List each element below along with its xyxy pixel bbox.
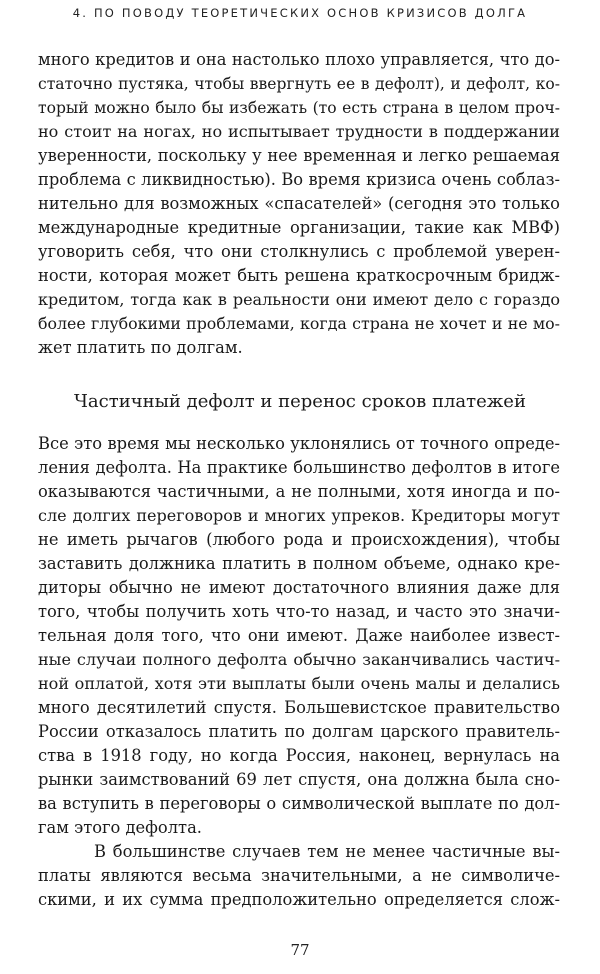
body-text-line: кредитом, тогда как в реальности они имеют дело с гораздо: [38, 290, 560, 309]
body-text-line: торый можно было бы избежать (то есть страна в целом проч-: [38, 99, 560, 117]
body-text-line: ной оплатой, хотя эти выплаты были очень малы и делались: [38, 674, 560, 693]
body-text-line: ности, которая может быть решена краткосрочным бридж-: [38, 266, 560, 285]
body-text-line: платы являются весьма значительными, а не символиче-: [38, 866, 560, 885]
body-text-line: много кредитов и она настолько плохо управляется, что до-: [38, 50, 560, 69]
body-text-line: статочно пустяка, чтобы ввергнуть ее в дефолт), и дефолт, ко-: [38, 75, 560, 93]
body-text-line: скими, и их сумма предположительно определяется слож-: [38, 890, 560, 909]
body-text-line: уговорить себя, что они столкнулись с проблемой уверен-: [38, 242, 560, 261]
body-text-line: диторы обычно не имеют достаточного влияния даже для: [38, 578, 560, 597]
body-text-line: много десятилетий спустя. Большевистское правительство: [38, 698, 560, 717]
body-text-line: Все это время мы несколько уклонялись от точного опреде-: [38, 434, 560, 453]
page-number: 77: [290, 941, 310, 959]
body-text-line: но стоит на ногах, но испытывает трудности в поддержании: [38, 122, 560, 141]
running-head: 4. ПО ПОВОДУ ТЕОРЕТИЧЕСКИХ ОСНОВ КРИЗИСОВ ДОЛГА: [72, 6, 528, 20]
body-text-line: ва вступить в переговоры о символической выплате по дол-: [38, 794, 560, 813]
body-text-line: не иметь рычагов (любого рода и происхождения), чтобы: [38, 530, 560, 549]
body-text-line: оказываются частичными, а не полными, хотя иногда и по-: [38, 482, 560, 501]
body-text-line: того, чтобы получить хоть что-то назад, и часто это значи-: [38, 602, 560, 621]
body-text-line: более глубокими проблемами, когда страна не хочет и не мо-: [38, 314, 560, 333]
body-text-line: сле долгих переговоров и многих упреков. Кредиторы могут: [38, 506, 560, 525]
body-text-line: В большинстве случаев тем не менее частичные вы-: [94, 842, 560, 861]
body-text-line: ные случаи полного дефолта обычно заканчивались частич-: [38, 650, 560, 669]
body-text-line: России отказалось платить по долгам царского правитель-: [38, 722, 560, 741]
body-text-line: уверенности, поскольку у нее временная и легко решаемая: [38, 146, 560, 165]
body-text-line: гам этого дефолта.: [38, 818, 202, 837]
body-text-line: тельная доля того, что они имеют. Даже наиболее извест-: [38, 626, 560, 645]
body-text-line: проблема с ликвидностью). Во время кризиса очень соблаз-: [38, 170, 560, 189]
body-text-line: жет платить по долгам.: [38, 338, 243, 357]
body-text-line: международные кредитные организации, такие как МВФ): [38, 218, 560, 237]
section-heading: Частичный дефолт и перенос сроков платежей: [74, 391, 526, 412]
body-text-line: ления дефолта. На практике большинство дефолтов в итоге: [38, 458, 560, 477]
body-text-line: заставить должника платить в полном объеме, однако кре-: [38, 554, 560, 573]
body-text-line: нительно для возможных «спасателей» (сегодня это только: [38, 194, 560, 213]
body-text-line: рынки заимствований 69 лет спустя, она должна была сно-: [38, 770, 560, 789]
body-text-line: ства в 1918 году, но когда Россия, наконец, вернулась на: [38, 746, 560, 765]
